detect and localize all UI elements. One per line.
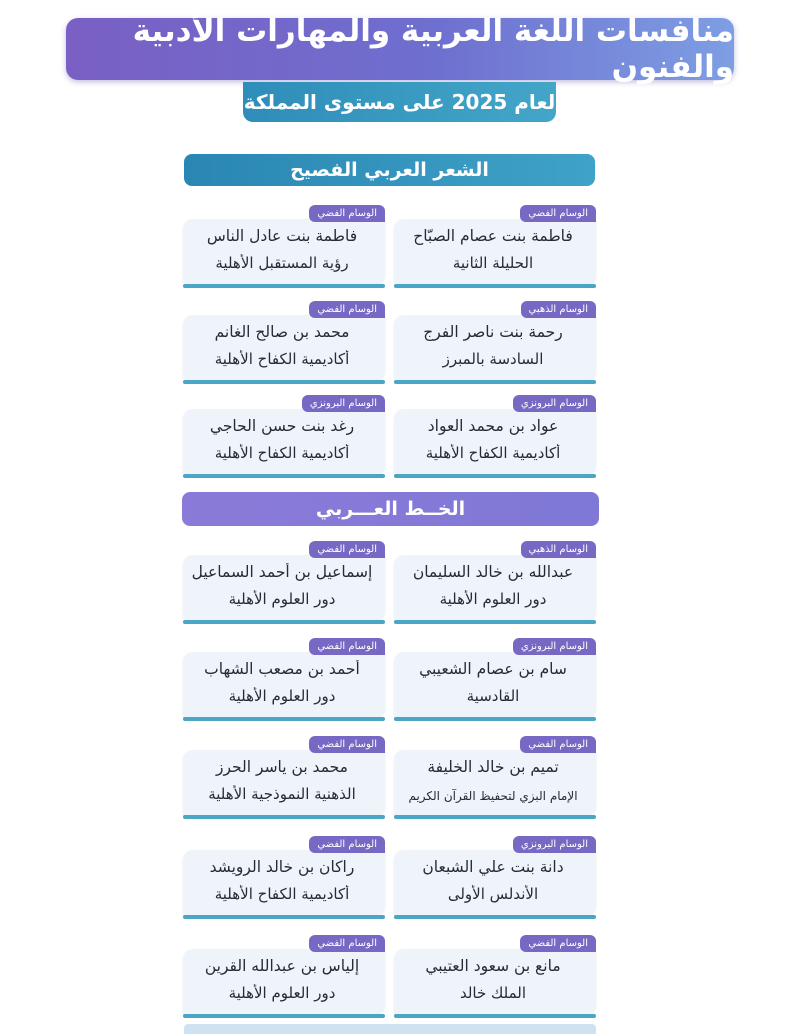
medal-badge: الوسام البرونزي: [513, 638, 596, 655]
winner-school: رؤية المستقبل الأهلية: [215, 254, 349, 272]
medal-badge: الوسام الذهبي: [521, 301, 597, 318]
winner-school: دور العلوم الأهلية: [228, 984, 336, 1002]
winner-school: أكاديمية الكفاح الأهلية: [425, 444, 561, 462]
winner-name: تميم بن خالد الخليفة: [427, 758, 559, 776]
winner-name: عواد بن محمد العواد: [427, 417, 559, 435]
winner-name: عبدالله بن خالد السليمان: [412, 563, 574, 581]
winner-name: رغد بنت حسن الحاجي: [209, 417, 355, 435]
winner-school: أكاديمية الكفاح الأهلية: [214, 350, 350, 368]
winner-name: محمد بن ياسر الحرز: [216, 758, 348, 776]
winner-card: [183, 839, 385, 916]
winner-school: الأندلس الأولى: [447, 885, 539, 903]
winner-card: [183, 398, 385, 475]
medal-badge: الوسام الذهبي: [521, 541, 597, 558]
medal-badge: الوسام البرونزي: [513, 836, 596, 853]
medal-badge: الوسام الفضي: [520, 736, 596, 753]
medal-badge: الوسام الفضي: [520, 935, 596, 952]
competition-title-banner: منافسات اللغة العربية والمهارات الأدبية والفنون: [66, 18, 734, 80]
winner-card: [394, 938, 596, 1015]
medal-badge: الوسام الفضي: [309, 205, 385, 222]
winner-school: أكاديمية الكفاح الأهلية: [214, 885, 350, 903]
next-section-edge: [184, 1024, 596, 1034]
medal-badge: الوسام الفضي: [309, 541, 385, 558]
winner-name: راكان بن خالد الرويشد: [209, 858, 355, 876]
winner-name: فاطمة بنت عصام الصبّاح: [413, 227, 573, 245]
winner-school: أكاديمية الكفاح الأهلية: [214, 444, 350, 462]
winner-name: سام بن عصام الشعيبي: [419, 660, 567, 678]
winner-school: الملك خالد: [459, 984, 527, 1002]
winner-card: [394, 544, 596, 621]
winner-name: إلياس بن عبدالله القرين: [204, 957, 360, 975]
winner-school: دور العلوم الأهلية: [228, 687, 336, 705]
winner-card: [394, 398, 596, 475]
winner-school: السادسة بالمبرز: [442, 350, 544, 368]
medal-badge: الوسام الفضي: [309, 301, 385, 318]
year-subtitle-banner: لعام 2025 على مستوى المملكة: [243, 82, 556, 122]
top-cut-heading: [130, 0, 670, 6]
winner-school: دور العلوم الأهلية: [228, 590, 336, 608]
winner-card: [394, 208, 596, 285]
medal-badge: الوسام الفضي: [309, 736, 385, 753]
winner-school: القادسية: [466, 687, 520, 705]
medal-badge: الوسام الفضي: [309, 638, 385, 655]
winner-name: دانة بنت علي الشبعان: [422, 858, 564, 876]
winner-school: الإمام البزي لتحفيظ القرآن الكريم: [408, 789, 578, 803]
winner-name: مانع بن سعود العتيبي: [425, 957, 561, 975]
winner-card: [183, 739, 385, 816]
winner-card: [394, 641, 596, 718]
winner-name: محمد بن صالح الغانم: [214, 323, 350, 341]
winner-school: الحليلة الثانية: [452, 254, 534, 272]
winner-card: [183, 544, 385, 621]
section-header-calligraphy: الخــط العـــربي: [182, 492, 599, 526]
winner-name: فاطمة بنت عادل الناس: [206, 227, 358, 245]
medal-badge: الوسام الفضي: [309, 836, 385, 853]
winner-card: [183, 304, 385, 381]
section-header-poetry: الشعر العربي الفصيح: [184, 154, 595, 186]
winner-card: [183, 938, 385, 1015]
winner-card: [183, 208, 385, 285]
winner-card: [183, 641, 385, 718]
medal-badge: الوسام البرونزي: [513, 395, 596, 412]
winner-card: [394, 304, 596, 381]
winner-card: [394, 739, 596, 816]
winner-card: [394, 839, 596, 916]
winner-school: الذهنية النموذجية الأهلية: [208, 785, 356, 803]
winner-name: رحمة بنت ناصر الفرج: [423, 323, 563, 341]
medal-badge: الوسام الفضي: [520, 205, 596, 222]
medal-badge: الوسام البرونزي: [302, 395, 385, 412]
winner-name: إسماعيل بن أحمد السماعيل: [191, 563, 373, 581]
winner-school: دور العلوم الأهلية: [439, 590, 547, 608]
winner-name: أحمد بن مصعب الشهاب: [204, 660, 360, 678]
medal-badge: الوسام الفضي: [309, 935, 385, 952]
